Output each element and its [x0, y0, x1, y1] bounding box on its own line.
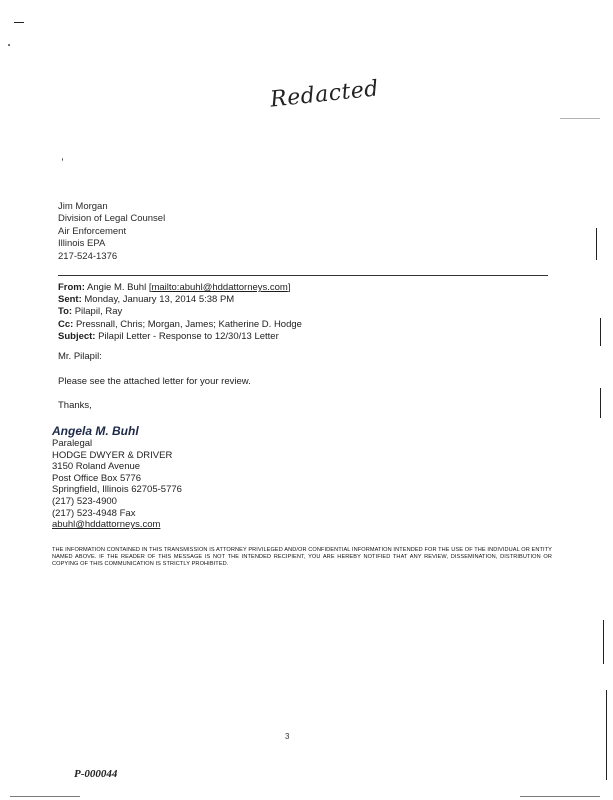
closing: Thanks,	[58, 400, 92, 411]
sent-label: Sent:	[58, 294, 82, 306]
sender-firm: HODGE DWYER & DRIVER	[52, 449, 173, 461]
to-row	[58, 306, 302, 318]
sender-email-link[interactable]: abuhl@hddattorneys.com	[52, 519, 161, 531]
to-label: To:	[58, 306, 73, 318]
bates-number: P-000044	[74, 768, 118, 780]
sender-address-line: Post Office Box 5776	[52, 472, 142, 484]
sent-row	[58, 294, 302, 306]
from-end: ]	[287, 282, 291, 293]
cc-value: Pressnall, Chris; Morgan, James; Katherine D. Hodge	[75, 318, 302, 330]
scan-speck	[8, 44, 10, 46]
page-number: 3	[285, 732, 290, 741]
sender-phone: (217) 523-4900	[52, 495, 117, 507]
salutation: Mr. Pilapil:	[58, 351, 102, 362]
confidentiality-disclaimer: THE INFORMATION CONTAINED IN THIS TRANSMISSION IS ATTORNEY PRIVILEGED AND/OR CONFIDENTIAL INFORMATION INTENDED FOR THE USE OF THE INDIVIDUAL OR ENTITY NAMED ABOVE. IF THE READER OF THIS MESSAGE IS NOT THE INTENDED RECIPIENT, YOU ARE HEREBY NOTIFIED THAT ANY REVIEW, DISSEMINATION, DISTRIBUTION OR COPYING OF THIS COMMUNICATION IS STRICTLY PROHIBITED.	[52, 547, 552, 567]
from-value: Angie M. Buhl [	[87, 282, 152, 293]
handwritten-redacted-note: Redacted	[268, 76, 381, 113]
sender-city: Springfield, Illinois 62705-5776	[52, 484, 182, 496]
signature-line: Air Enforcement	[58, 225, 127, 237]
from-label: From:	[58, 282, 85, 293]
scan-edge-mark	[606, 690, 607, 780]
header-divider	[58, 275, 548, 276]
signature-line: Division of Legal Counsel	[58, 213, 166, 225]
scan-edge-mark	[600, 318, 601, 346]
cc-label: Cc:	[58, 318, 74, 330]
scan-edge-mark	[14, 22, 24, 23]
scan-edge-mark	[560, 118, 600, 119]
scan-edge-mark	[520, 796, 600, 797]
from-email-link[interactable]: mailto:abuhl@hddattorneys.com	[151, 282, 288, 293]
scan-speck	[62, 158, 63, 161]
signature-line: Jim Morgan	[58, 201, 108, 212]
signature-line: Illinois EPA	[58, 238, 106, 250]
sender-title: Paralegal	[52, 438, 93, 449]
sender-contact-block	[52, 438, 182, 531]
subject-row	[58, 331, 302, 343]
email-header	[58, 282, 302, 343]
sent-value: Monday, January 13, 2014 5:38 PM	[84, 294, 235, 306]
subject-label: Subject:	[58, 330, 96, 342]
scan-edge-mark	[596, 228, 597, 260]
sender-name: Angela M. Buhl	[52, 424, 139, 438]
sender-address-line: 3150 Roland Avenue	[52, 461, 141, 473]
subject-value: Pilapil Letter - Response to 12/30/13 Letter	[98, 330, 279, 342]
signature-block	[58, 201, 165, 263]
sender-fax: (217) 523-4948 Fax	[52, 507, 136, 519]
message-text: Please see the attached letter for your review.	[58, 376, 251, 387]
scan-edge-mark	[603, 620, 604, 664]
signature-line: 217-524-1376	[58, 250, 118, 262]
scan-edge-mark	[600, 388, 601, 418]
scan-edge-mark	[10, 796, 80, 797]
from-row	[58, 282, 302, 294]
cc-row	[58, 319, 302, 331]
to-value: Pilapil, Ray	[74, 306, 123, 318]
